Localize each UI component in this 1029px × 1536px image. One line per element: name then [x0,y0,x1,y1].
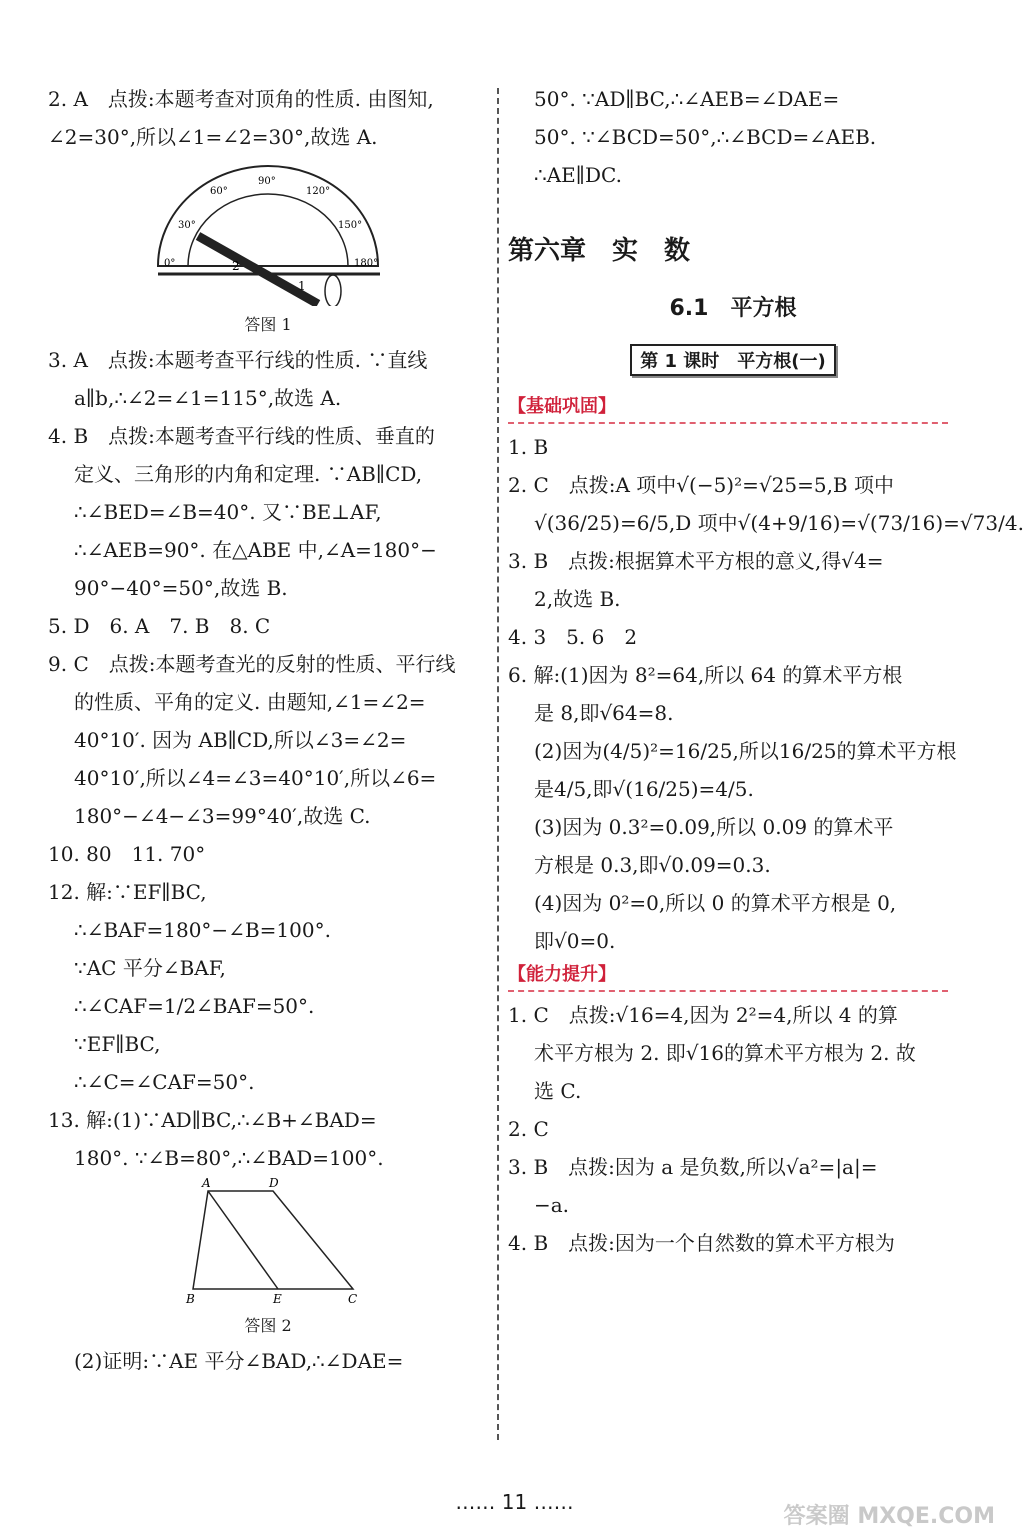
text-line: 定义、三角形的内角和定理. ∵AB∥CD, [74,462,423,486]
column-divider [497,88,499,1440]
tick-label: 60° [210,186,228,197]
text-line: ∴∠BAF=180°−∠B=100°. [74,918,331,942]
text-line: 50°. ∵AD∥BC,∴∠AEB=∠DAE= [534,87,840,111]
text-line: (2)证明:∵AE 平分∠BAD,∴∠DAE= [74,1349,404,1373]
text-line: ∴∠BED=∠B=40°. 又∵BE⊥AF, [74,500,382,524]
text-line: 180°−∠4−∠3=99°40′,故选 C. [74,804,371,828]
text-line: ∴AE∥DC. [534,163,622,187]
tick-label: 0° [164,258,176,269]
text-line: (3)因为 0.3²=0.09,所以 0.09 的算术平 [534,815,894,839]
tick-label: 180° [354,258,379,269]
point-label: E [273,1292,282,1306]
text-line: 40°10′,所以∠4=∠3=40°10′,所以∠6= [74,766,437,790]
text-line: 是4/5,即√(16/25)=4/5. [534,777,754,801]
trapezoid-diagram [148,1177,388,1307]
text-line: 12. 解:∵EF∥BC, [48,880,207,904]
figure-1 [48,156,488,335]
text-line: a∥b,∴∠2=∠1=115°,故选 A. [74,386,342,410]
lesson-title [508,344,958,376]
text-line: 50°. ∵∠BCD=50°,∴∠BCD=∠AEB. [534,125,877,149]
tick-label: 90° [258,176,276,187]
text-line: 1. C 点拨:√16=4,因为 2²=4,所以 4 的算 [508,1003,898,1027]
right-column [508,80,1024,1262]
left-column [48,80,488,1380]
point-label: D [269,1177,279,1190]
lesson-box: 第 1 课时 平方根(一) [630,344,836,376]
figure-caption: 答图 1 [244,315,292,334]
figure-caption: 答图 2 [244,1316,292,1335]
figure-2 [48,1177,488,1336]
text-line: 4. 3 5. 6 2 [508,625,638,649]
tick-label: 120° [306,186,331,197]
protractor-diagram [148,156,388,306]
text-line: 10. 80 11. 70° [48,842,206,866]
text-line: ∵AC 平分∠BAF, [74,956,226,980]
section-title: 6.1 平方根 [669,296,797,321]
text-line: 的性质、平角的定义. 由题知,∠1=∠2= [74,690,426,714]
text-line: ∴∠CAF=1/2∠BAF=50°. [74,994,315,1018]
point-label: A [202,1177,211,1190]
watermark: 答案圈 MXQE.COM [783,1504,995,1529]
text-line: √(36/25)=6/5,D 项中√(4+9/16)=√(73/16)=√73/4. [534,511,1024,535]
text-line: 是 8,即√64=8. [534,701,674,725]
text-line: 9. C 点拨:本题考查光的反射的性质、平行线 [48,652,456,676]
text-line: 3. B 点拨:根据算术平方根的意义,得√4= [508,549,884,573]
text-line: 选 C. [534,1079,582,1103]
text-line: ∵EF∥BC, [74,1032,161,1056]
angle-label: 2 [232,259,240,273]
text-line: −a. [534,1193,570,1217]
section-tag: 【能力提升】 [508,964,616,985]
text-line: 40°10′. 因为 AB∥CD,所以∠3=∠2= [74,728,407,752]
tick-label: 150° [338,220,363,231]
text-line: 180°. ∵∠B=80°,∴∠BAD=100°. [74,1146,384,1170]
text-line: (2)因为(4/5)²=16/25,所以16/25的算术平方根 [534,739,957,763]
text-line: 4. B 点拨:本题考查平行线的性质、垂直的 [48,424,435,448]
text-line: 1. B [508,435,549,459]
text-line: 2. C [508,1117,549,1141]
text-line: 3. B 点拨:因为 a 是负数,所以√a²=|a|= [508,1155,878,1179]
text-line: 13. 解:(1)∵AD∥BC,∴∠B+∠BAD= [48,1108,377,1132]
text-line: 即√0=0. [534,929,616,953]
text-line: 5. D 6. A 7. B 8. C [48,614,271,638]
section-tag: 【基础巩固】 [508,396,616,417]
text-line: ∴∠C=∠CAF=50°. [74,1070,255,1094]
text-line: 6. 解:(1)因为 8²=64,所以 64 的算术平方根 [508,663,903,687]
tick-label: 30° [178,220,196,231]
point-label: C [348,1292,358,1306]
page-number: …… 11 …… [455,1490,574,1514]
text-line: 4. B 点拨:因为一个自然数的算术平方根为 [508,1231,895,1255]
text-line: 3. A 点拨:本题考查平行线的性质. ∵直线 [48,348,428,372]
text-line: 术平方根为 2. 即√16的算术平方根为 2. 故 [534,1041,916,1065]
chapter-title: 第六章 实 数 [508,236,691,266]
text-line: ∠2=30°,所以∠1=∠2=30°,故选 A. [48,125,378,149]
angle-label: 1 [298,279,306,293]
text-line: ∴∠AEB=90°. 在△ABE 中,∠A=180°− [74,538,437,562]
text-line: 2,故选 B. [534,587,621,611]
text-line: 90°−40°=50°,故选 B. [74,576,288,600]
text-line: 方根是 0.3,即√0.09=0.3. [534,853,771,877]
text-line: 2. A 点拨:本题考查对顶角的性质. 由图知, [48,87,434,111]
point-label: B [186,1292,195,1306]
tag-divider [508,422,948,424]
text-line: 2. C 点拨:A 项中√(−5)²=√25=5,B 项中 [508,473,894,497]
text-line: (4)因为 0²=0,所以 0 的算术平方根是 0, [534,891,897,915]
tag-divider [508,990,948,992]
